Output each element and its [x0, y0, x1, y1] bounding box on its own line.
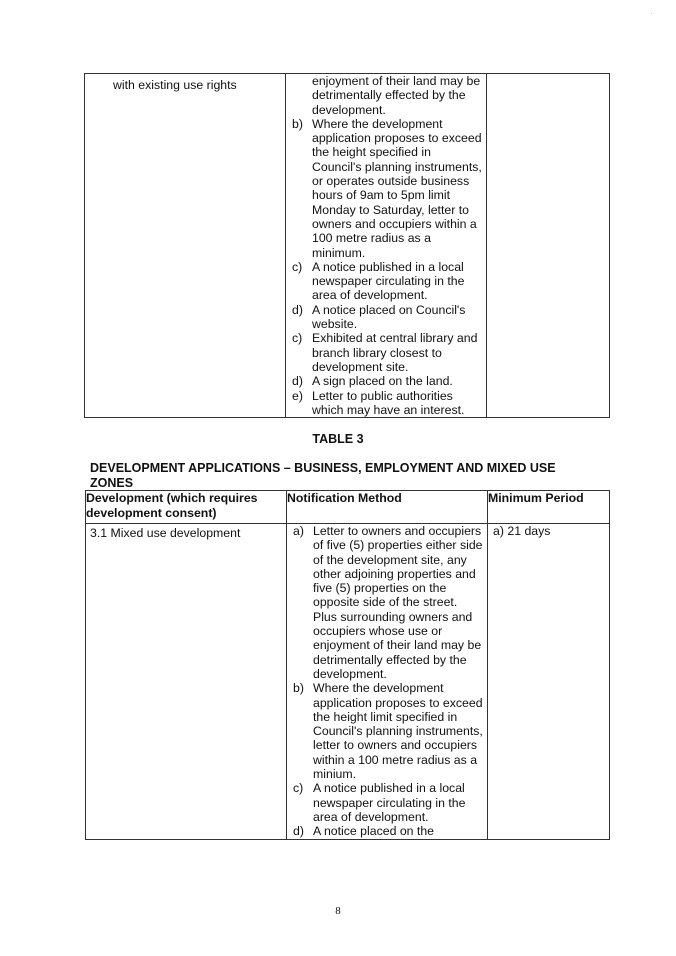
list-marker: c) — [292, 331, 303, 346]
header-development: Development (which requires development consent) — [86, 491, 287, 524]
list-item-text: A notice placed on Council's website. — [312, 302, 466, 332]
list-marker: d) — [292, 302, 303, 317]
notification-list — [287, 524, 487, 839]
list-marker: b) — [293, 681, 304, 696]
list-marker: c) — [292, 259, 303, 274]
period-cell — [488, 524, 610, 840]
list-item — [289, 681, 483, 781]
list-item-text: Where the development application proposes to exceed the height limit specified in Council's planning instruments, letter to owners and occupiers within a 100 metre radius as a minium. — [313, 681, 483, 782]
list-item-text: A sign placed on the land. — [312, 374, 453, 389]
list-item-text: A notice placed on the — [313, 824, 435, 839]
development-cell — [86, 524, 287, 840]
period-text: a) 21 days — [493, 524, 551, 538]
table-number-heading: TABLE 3 — [312, 432, 364, 446]
list-item-text: Letter to public authorities which may have an interest. — [312, 388, 465, 417]
list-item — [289, 524, 483, 681]
notification-cell — [287, 524, 488, 840]
list-item — [288, 331, 482, 374]
list-item — [288, 303, 482, 332]
table-3 — [85, 490, 610, 840]
list-item-text: enjoyment of their land may be detrimentally effected by the development. — [312, 74, 481, 117]
list-item — [288, 260, 482, 303]
table-row — [86, 524, 610, 840]
list-item — [289, 781, 483, 824]
table-row — [85, 74, 610, 418]
list-item — [288, 374, 482, 388]
table-continued — [84, 73, 610, 418]
header-minimum-period: Minimum Period — [488, 491, 610, 524]
header-notification-method: Notification Method — [287, 491, 488, 524]
list-marker: a) — [293, 524, 304, 538]
development-cell — [85, 74, 286, 418]
list-item-text: A notice published in a local newspaper circulating in the area of development. — [312, 259, 465, 303]
table-header-row — [86, 491, 610, 524]
list-item — [288, 389, 482, 418]
list-item-text: Exhibited at central library and branch library closest to development site. — [312, 331, 478, 374]
list-marker: c) — [293, 781, 304, 796]
list-item-text: Letter to owners and occupiers of five (5) properties either side of the development site, any other adjoining properties and five (5) properties on the opposite side of the street. Plus surrounding owners and occupiers whose use or enjoyment of their land may be detrimentally effected by the development. — [313, 524, 483, 681]
list-item — [288, 74, 482, 117]
page-corner-mark: · — [650, 8, 653, 18]
notification-list — [286, 74, 486, 417]
list-marker: e) — [292, 388, 303, 403]
section-heading: DEVELOPMENT APPLICATIONS – BUSINESS, EMPLOYMENT AND MIXED USE ZONES — [90, 461, 556, 490]
development-text: 3.1 Mixed use development — [90, 526, 241, 540]
list-item — [289, 824, 483, 838]
development-text: with existing use rights — [113, 78, 237, 92]
notification-cell — [286, 74, 487, 418]
list-marker: d) — [292, 374, 303, 389]
page-number: 8 — [335, 905, 341, 917]
list-item — [288, 117, 482, 260]
list-marker: d) — [293, 824, 304, 839]
list-marker: b) — [292, 116, 303, 131]
list-item-text: A notice published in a local newspaper circulating in the area of development. — [313, 781, 466, 824]
period-cell — [487, 74, 610, 418]
list-item-text: Where the development application proposes to exceed the height specified in Council's planning instruments, or operates outside business hours of 9am to 5pm limit Monday to Saturday, letter to owners and occupiers within a 100 metre radius as a minimum. — [312, 116, 482, 260]
